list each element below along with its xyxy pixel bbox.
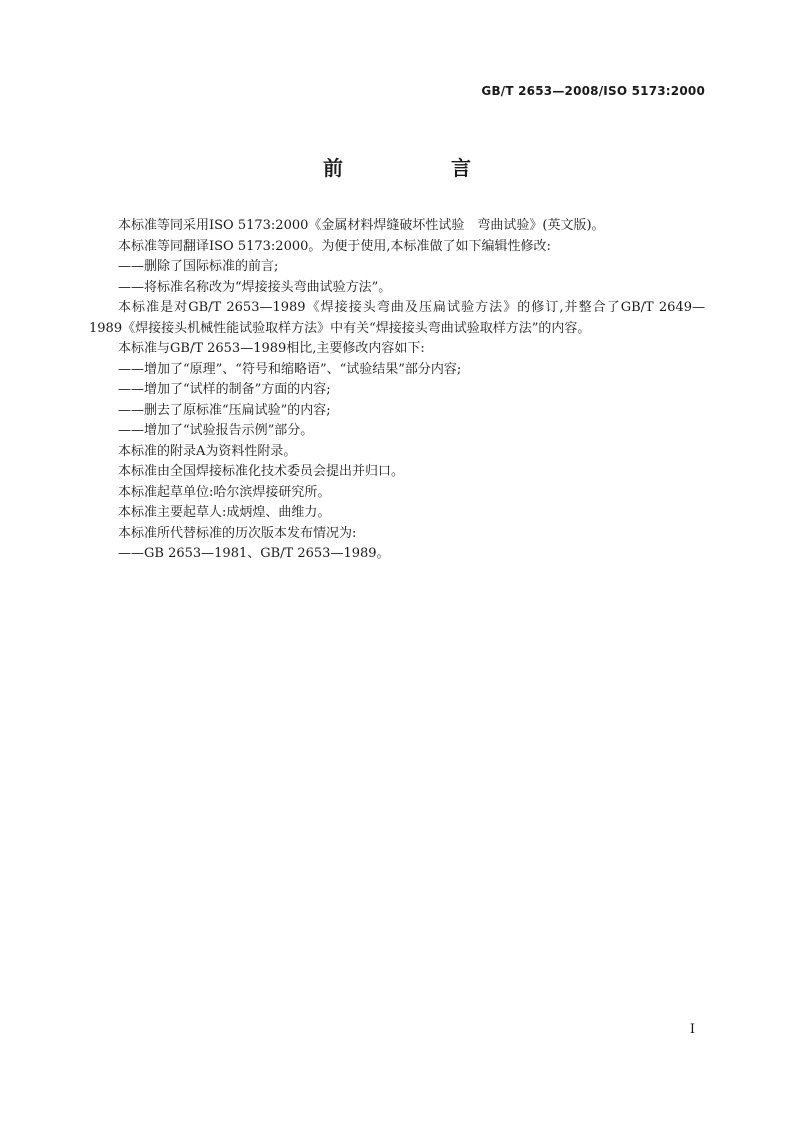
paragraph-annex: 本标准的附录A为资料性附录。 [118,443,297,459]
paragraph-drafting-unit: 本标准起草单位:哈尔滨焊接研究所。 [118,484,331,500]
paragraph-history-intro: 本标准所代替标准的历次版本发布情况为: [118,525,357,541]
list-item-change-1: ——增加了“原理”、“符号和缩略语”、“试验结果”部分内容; [118,361,462,377]
paragraph-drafters: 本标准主要起草人:成炳煌、曲维力。 [118,505,331,520]
list-item-edit-2: ——将标准名称改为“焊接接头弯曲试验方法”。 [118,279,392,295]
foreword-body [89,216,705,565]
paragraph-translation: 本标准等同翻译ISO 5173:2000。为便于使用,本标准做了如下编辑性修改: [118,238,551,254]
list-item-history: ——GB 2653—1981、GB/T 2653—1989。 [118,546,390,561]
paragraph-revision: 本标准是对GB/T 2653—1989《焊接接头弯曲及压扁试验方法》的修订,并整合了GB/T 2649—1989《焊接接头机械性能试验取样方法》中有关“焊接接头弯曲试验取样方法”的内容。 [89,300,705,336]
paragraph-proposer: 本标准由全国焊接标准化技术委员会提出并归口。 [118,464,405,479]
page-title: 前 言 [323,156,515,180]
list-item-change-3: ——删去了原标准“压扁试验”的内容; [118,402,331,418]
standard-code-header: GB/T 2653—2008/ISO 5173:2000 [481,84,705,98]
paragraph-changes-intro: 本标准与GB/T 2653—1989相比,主要修改内容如下: [118,341,425,356]
paragraph-adoption: 本标准等同采用ISO 5173:2000《金属材料焊缝破坏性试验 弯曲试验》(英文版)。 [118,218,605,233]
list-item-change-2: ——增加了“试样的制备”方面的内容; [118,382,331,397]
list-item-change-4: ——增加了“试验报告示例”部分。 [118,423,314,438]
list-item-edit-1: ——删除了国际标准的前言; [118,259,279,274]
page-number: I [689,1022,695,1037]
